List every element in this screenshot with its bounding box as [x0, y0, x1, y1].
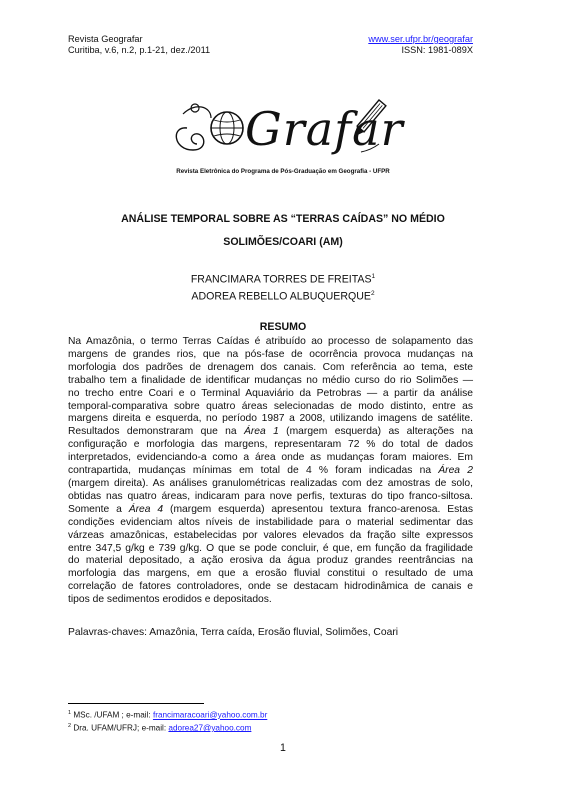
- logo-subtitle: Revista Eletrônica do Programa de Pós-Graduação em Geografia - UFPR: [176, 168, 390, 175]
- abstract-line: contrapartida, mudanças mínimas em total de 4 % foram indicadas na Área 2: [68, 465, 473, 477]
- author-name: FRANCIMARA TORRES DE FREITAS: [190, 273, 372, 286]
- abstract-line: tipos de sedimentos erodidos e depositados.: [68, 594, 272, 606]
- author-2: [0, 287, 566, 304]
- abstract-line: condições evidenciam altos níveis de instabilidade para o material sedimentar das: [68, 516, 473, 528]
- abstract-body: [68, 336, 473, 607]
- issue-info: Curitiba, v.6, n.2, p.1-21, dez./2011: [68, 45, 211, 55]
- area-reference: Área 4: [128, 503, 164, 515]
- abstract-line: temporal-comparativa sobre quatro áreas selecionadas de modo distinto, entre as: [68, 400, 473, 412]
- abstract-line: no trecho entre Coari e o Terminal Aquaviário da Petrobras — a partir da análise: [68, 387, 473, 399]
- logo-wordmark: Grafar: [245, 102, 404, 156]
- footnote-number: 2: [68, 722, 72, 729]
- abstract-line: obtidas nas quatro áreas, indicaram para nove perfis, texturas do tipo franco-siltosa.: [68, 490, 473, 502]
- abstract-line: (margem direita). As análises granulométricas realizadas com dez amostras de solo,: [68, 477, 473, 489]
- footnote-number: 1: [68, 710, 72, 716]
- keywords: Palavras-chaves: Amazônia, Terra caída, Erosão fluvial, Solimões, Coari: [68, 627, 399, 638]
- abstract-line: correlação de fatores controladores, onde se destacam hidrodinâmica de canais e: [68, 581, 473, 593]
- running-header-right: [368, 34, 473, 56]
- issn: ISSN: 1981-089X: [401, 45, 473, 55]
- abstract-line: morfologia dos padrões de drenagem dos canais. Com referência ao tema, este: [68, 361, 473, 373]
- running-header-left: [68, 34, 210, 56]
- abstract-heading: RESUMO: [259, 321, 307, 333]
- title-line-2: SOLIMÕES/COARI (AM): [223, 236, 343, 248]
- abstract-line: margens de grandes rios, que na pós-fase de ocorrência provoca mudanças na: [68, 348, 473, 360]
- footnote-2: [68, 721, 267, 734]
- area-reference: Área 2: [438, 465, 473, 477]
- email-link[interactable]: francimaracoari@yahoo.com.br: [152, 710, 268, 720]
- title-line-1: ANÁLISE TEMPORAL SOBRE AS “TERRAS CAÍDAS” NO MÉDIO: [121, 213, 445, 225]
- abstract-line: Somente a Área 4 (margem esquerda) apresentou textura franco-arenosa. Estas: [68, 503, 473, 515]
- footnote-1: [68, 708, 267, 721]
- abstract-line: morfologia das margens, em que a erosão fluvial constitui o resultado de uma: [68, 568, 473, 580]
- abstract-line: configuração e morfologia das margens, representaram 72 % do total de dados: [68, 439, 473, 451]
- journal-name: Revista Geografar: [68, 34, 143, 44]
- abstract-line: margens direita e esquerda, no período 1987 a 2008, utilizando imagens de satélite.: [68, 413, 473, 425]
- author-name: ADOREA REBELLO ALBUQUERQUE: [191, 290, 371, 303]
- email-link[interactable]: adorea27@yahoo.com: [168, 723, 252, 733]
- footnotes: [68, 708, 267, 733]
- footnote-divider: [68, 703, 204, 704]
- abstract-line: entre 347,5 g/kg e 739 g/kg. O que se pode concluir, é que, em função da fragilidade: [68, 542, 473, 554]
- author-note-marker: 1: [371, 273, 376, 280]
- author-1: [0, 270, 566, 287]
- area-reference: Área 1: [243, 426, 279, 438]
- abstract-line: trabalho tem a finalidade de identificar mudanças no médio curso do rio Solimões —: [68, 374, 473, 386]
- author-note-marker: 2: [370, 289, 375, 297]
- page-number: 1: [280, 742, 286, 754]
- abstract-line: várzeas amazônicas, estabelecidas por valores elevados da fração silte expressos: [68, 529, 473, 541]
- abstract-line: interpretados, evidenciando-a como a área onde as mudanças foram maiores. Em: [68, 452, 473, 464]
- article-title: [80, 208, 486, 254]
- journal-logo: [165, 92, 410, 162]
- author-list: [0, 270, 566, 303]
- footnote-text: MSc. /UFAM ; e-mail:: [71, 710, 153, 720]
- footnote-text: Dra. UFAM/UFRJ; e-mail:: [71, 723, 169, 733]
- abstract-line: Resultados demonstraram que na Área 1 (margem esquerda) as alterações na: [68, 426, 473, 438]
- journal-url-link[interactable]: www.ser.ufpr.br/geografar: [368, 34, 473, 44]
- abstract-line: Na Amazônia, o termo Terras Caídas é atribuído ao processo de solapamento das: [68, 336, 473, 347]
- abstract-line: do material depositado, a ação erosiva da água produz grandes reentrâncias na: [68, 555, 473, 567]
